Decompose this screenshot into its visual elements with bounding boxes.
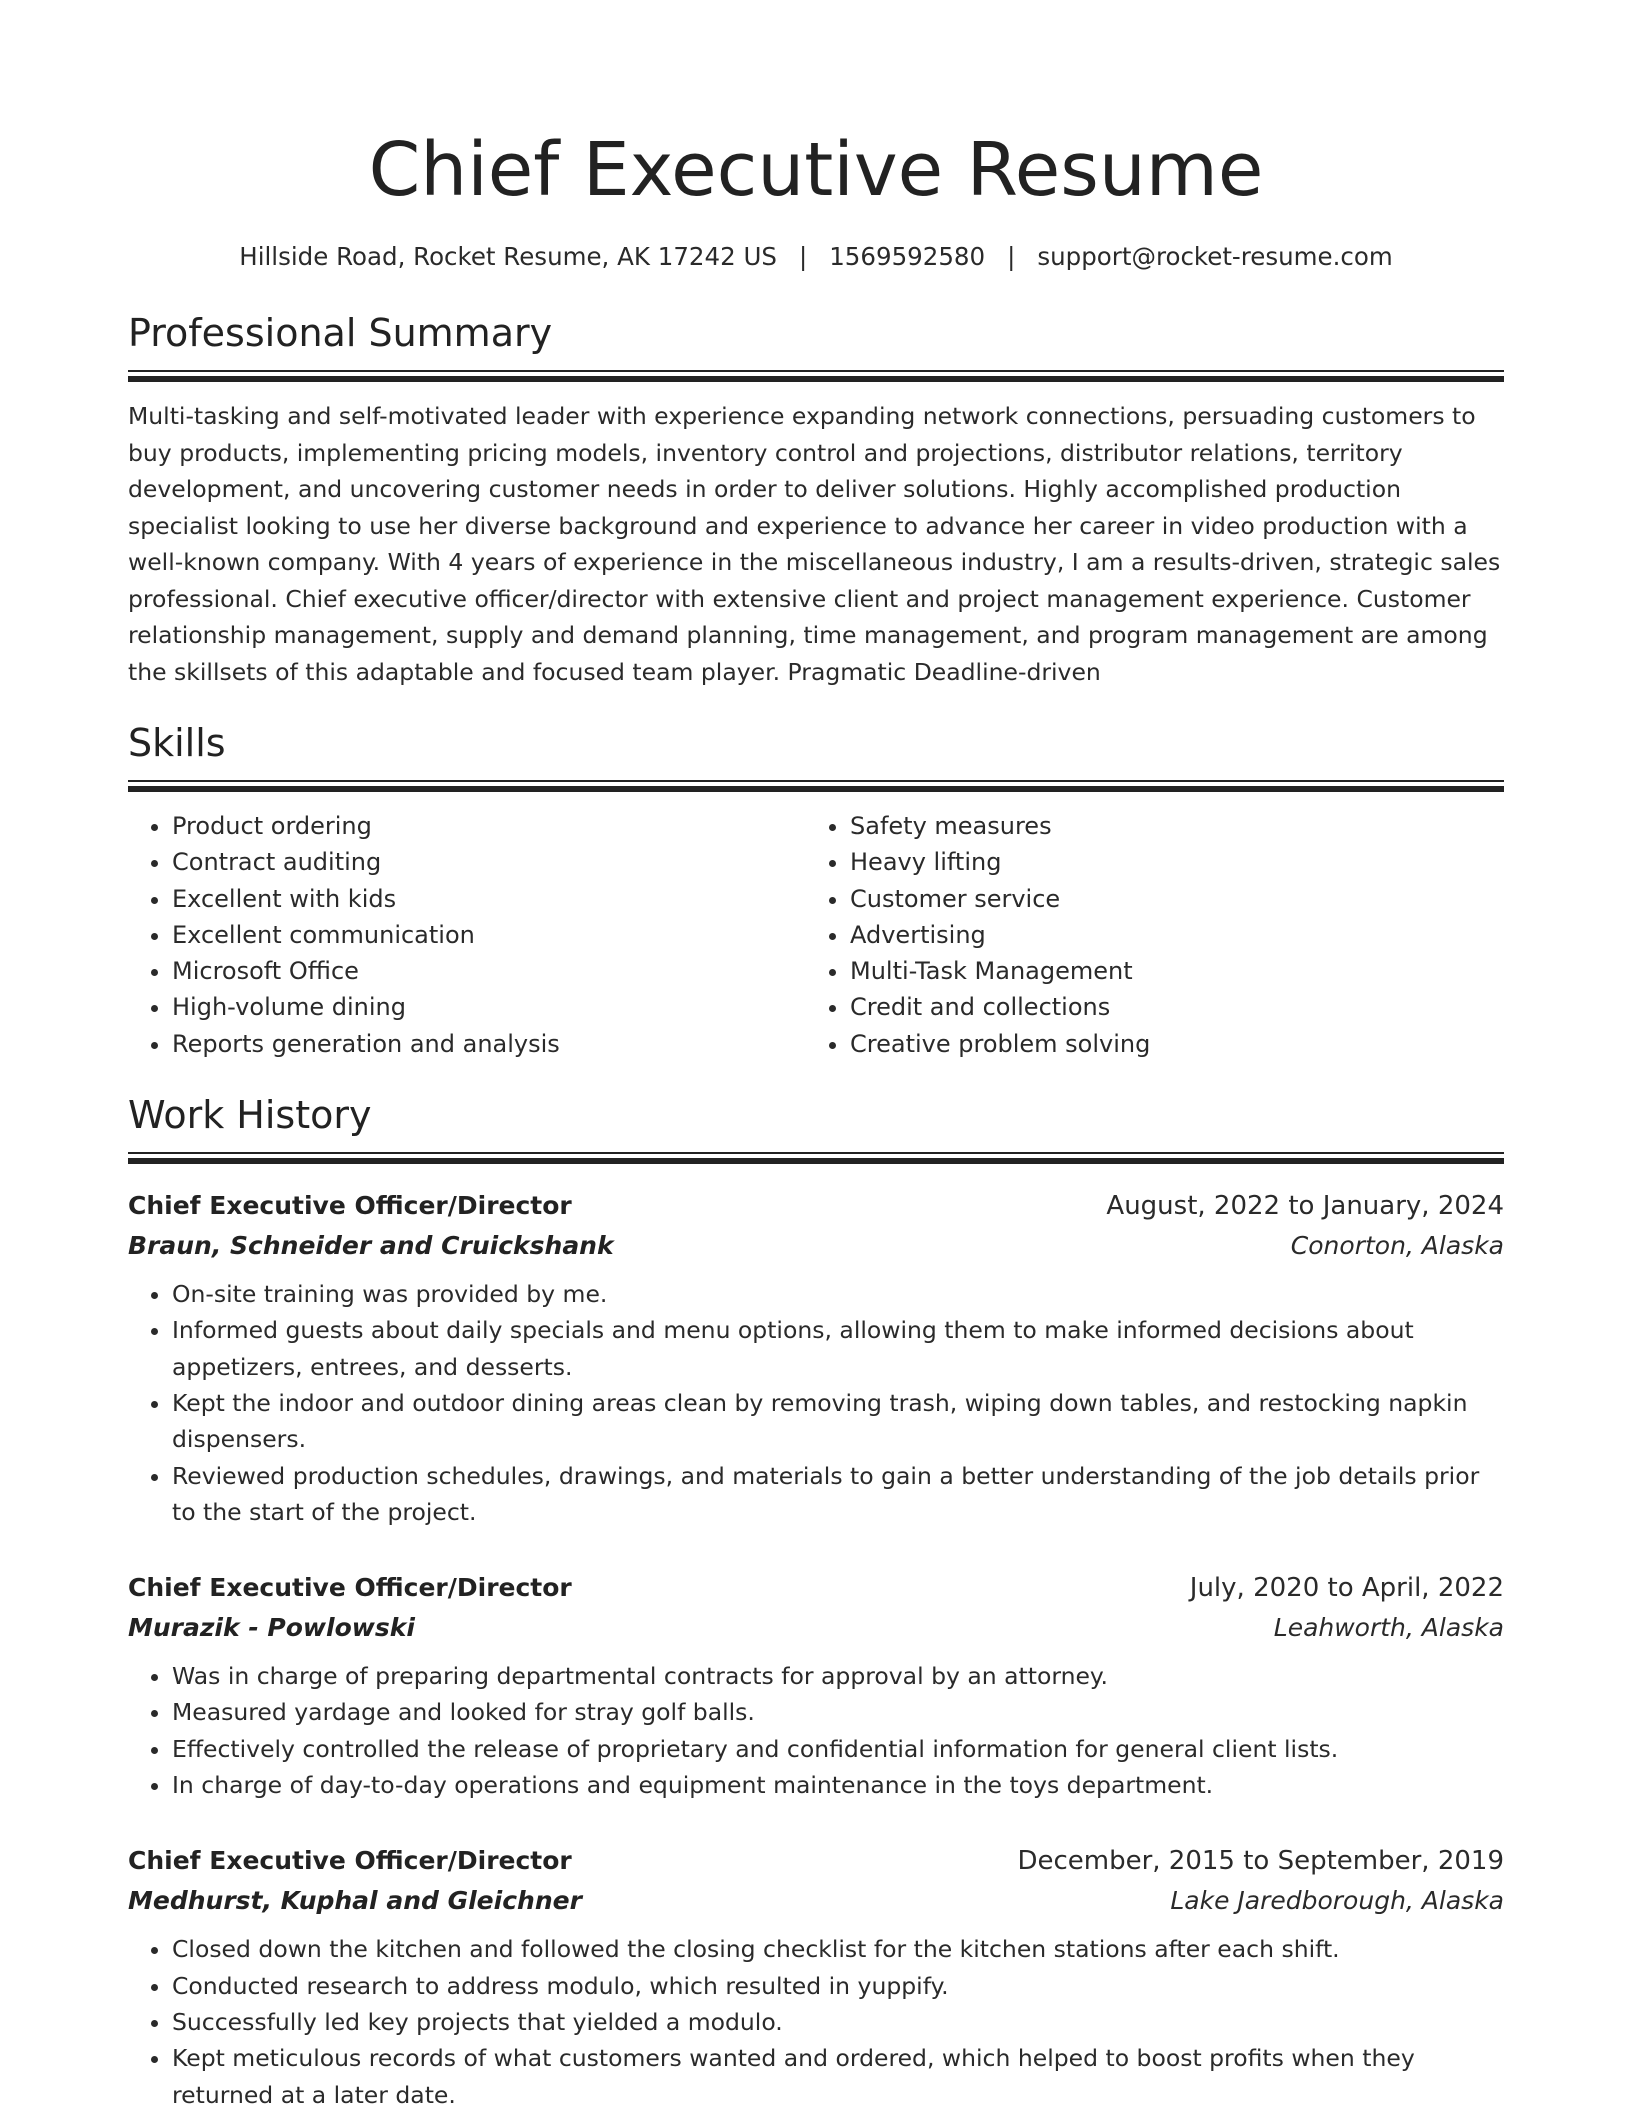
skills-column-left [128,808,806,1062]
job-bullet: • Effectively controlled the release of proprietary and confidential information for general client lists. [172,1731,1504,1767]
contact-email: support@rocket-resume.com [1037,242,1393,271]
job-entry [128,1841,1504,2112]
job-company: Braun, Schneider and Cruickshank [128,1231,614,1261]
job-bullet: • Successfully led key projects that yielded a modulo. [172,2004,1504,2040]
job-bullets [128,1931,1504,2112]
section-divider [128,1152,1504,1164]
section-divider [128,370,1504,382]
skill-item: • Heavy lifting [850,844,1484,880]
job-dates: July, 2020 to April, 2022 [1189,1573,1504,1604]
job-bullets [128,1658,1504,1803]
skill-item: • Excellent communication [172,917,806,953]
job-entry [128,1186,1504,1530]
job-dates: August, 2022 to January, 2024 [1106,1191,1504,1222]
skills-heading: Skills [128,721,226,765]
summary-text: Multi-tasking and self-motivated leader with experience expanding network connections, persuading customers to buy products, implementing pricing models, inventory control and projections, distributor relations, territory development, and uncovering customer needs in order to deliver solutions. Highly accomplished production specialist looking to use her diverse background and experience to advance her career in video production with a well-known company. With 4 years of experience in the miscellaneous industry, I am a results-driven, strategic sales professional. Chief executive officer/director with extensive client and project management experience. Customer relationship management, supply and demand planning, time management, and program management are among the skillsets of this adaptable and focused team player. Pragmatic Deadline-driven [128,402,1501,686]
job-bullet: • Conducted research to address modulo, which resulted in yuppify. [172,1968,1504,2004]
skill-item: • Microsoft Office [172,953,806,989]
job-title: Chief Executive Officer/Director [128,1573,572,1603]
job-header-row [128,1186,1504,1226]
job-bullet: • Kept the indoor and outdoor dining areas clean by removing trash, wiping down tables, and restocking napkin dispensers. [172,1385,1504,1458]
contact-phone: 1569592580 [829,242,986,271]
contact-separator: | [1007,242,1016,271]
resume-title: Chief Executive Resume [368,127,1264,213]
contact-separator: | [798,242,808,271]
job-bullet: • Closed down the kitchen and followed the closing checklist for the kitchen stations after each shift. [172,1931,1504,1967]
job-bullet: • In charge of day-to-day operations and equipment maintenance in the toys department. [172,1767,1504,1803]
skill-item: • Excellent with kids [172,881,806,917]
contact-line [128,240,1504,274]
job-header-row [128,1841,1504,1881]
job-entry [128,1568,1504,1803]
skill-item: • Product ordering [172,808,806,844]
job-title: Chief Executive Officer/Director [128,1846,572,1876]
job-company: Murazik - Powlowski [128,1613,415,1643]
job-bullets [128,1276,1504,1530]
job-company-row [128,1608,1504,1648]
job-bullet: • Informed guests about daily specials and menu options, allowing them to make informed decisions about appetizers, entrees, and desserts. [172,1312,1504,1385]
contact-address: Hillside Road, Rocket Resume, AK 17242 US [239,242,777,271]
skill-item: • High-volume dining [172,989,806,1025]
skill-item: • Creative problem solving [850,1026,1484,1062]
section-divider [128,780,1504,792]
skill-item: • Reports generation and analysis [172,1026,806,1062]
skill-item: • Advertising [850,917,1484,953]
job-bullet: • Kept meticulous records of what customers wanted and ordered, which helped to boost profits when they returned at a later date. [172,2040,1504,2113]
job-company: Medhurst, Kuphal and Gleichner [128,1886,582,1916]
skills-list [128,808,1504,1062]
job-header-row [128,1568,1504,1608]
skill-item: • Credit and collections [850,989,1484,1025]
job-company-row [128,1226,1504,1266]
job-bullet: • Measured yardage and looked for stray golf balls. [172,1694,1504,1730]
job-bullet: • Reviewed production schedules, drawings, and materials to gain a better understanding of the job details prior to the start of the project. [172,1458,1504,1531]
job-company-row [128,1881,1504,1921]
summary-heading: Professional Summary [128,311,553,355]
resume-page [128,0,1504,2113]
job-location: Lake Jaredborough, Alaska [1170,1886,1504,1916]
skills-column-right [806,808,1484,1062]
job-dates: December, 2015 to September, 2019 [1017,1846,1504,1877]
work-history-heading: Work History [128,1093,372,1138]
job-location: Leahworth, Alaska [1273,1613,1504,1643]
skill-item: • Customer service [850,881,1484,917]
skill-item: • Safety measures [850,808,1484,844]
skill-item: • Multi-Task Management [850,953,1484,989]
job-bullet: • Was in charge of preparing departmental contracts for approval by an attorney. [172,1658,1504,1694]
skill-item: • Contract auditing [172,844,806,880]
job-bullet: • On-site training was provided by me. [172,1276,1504,1312]
job-location: Conorton, Alaska [1290,1231,1504,1261]
job-title: Chief Executive Officer/Director [128,1191,572,1221]
